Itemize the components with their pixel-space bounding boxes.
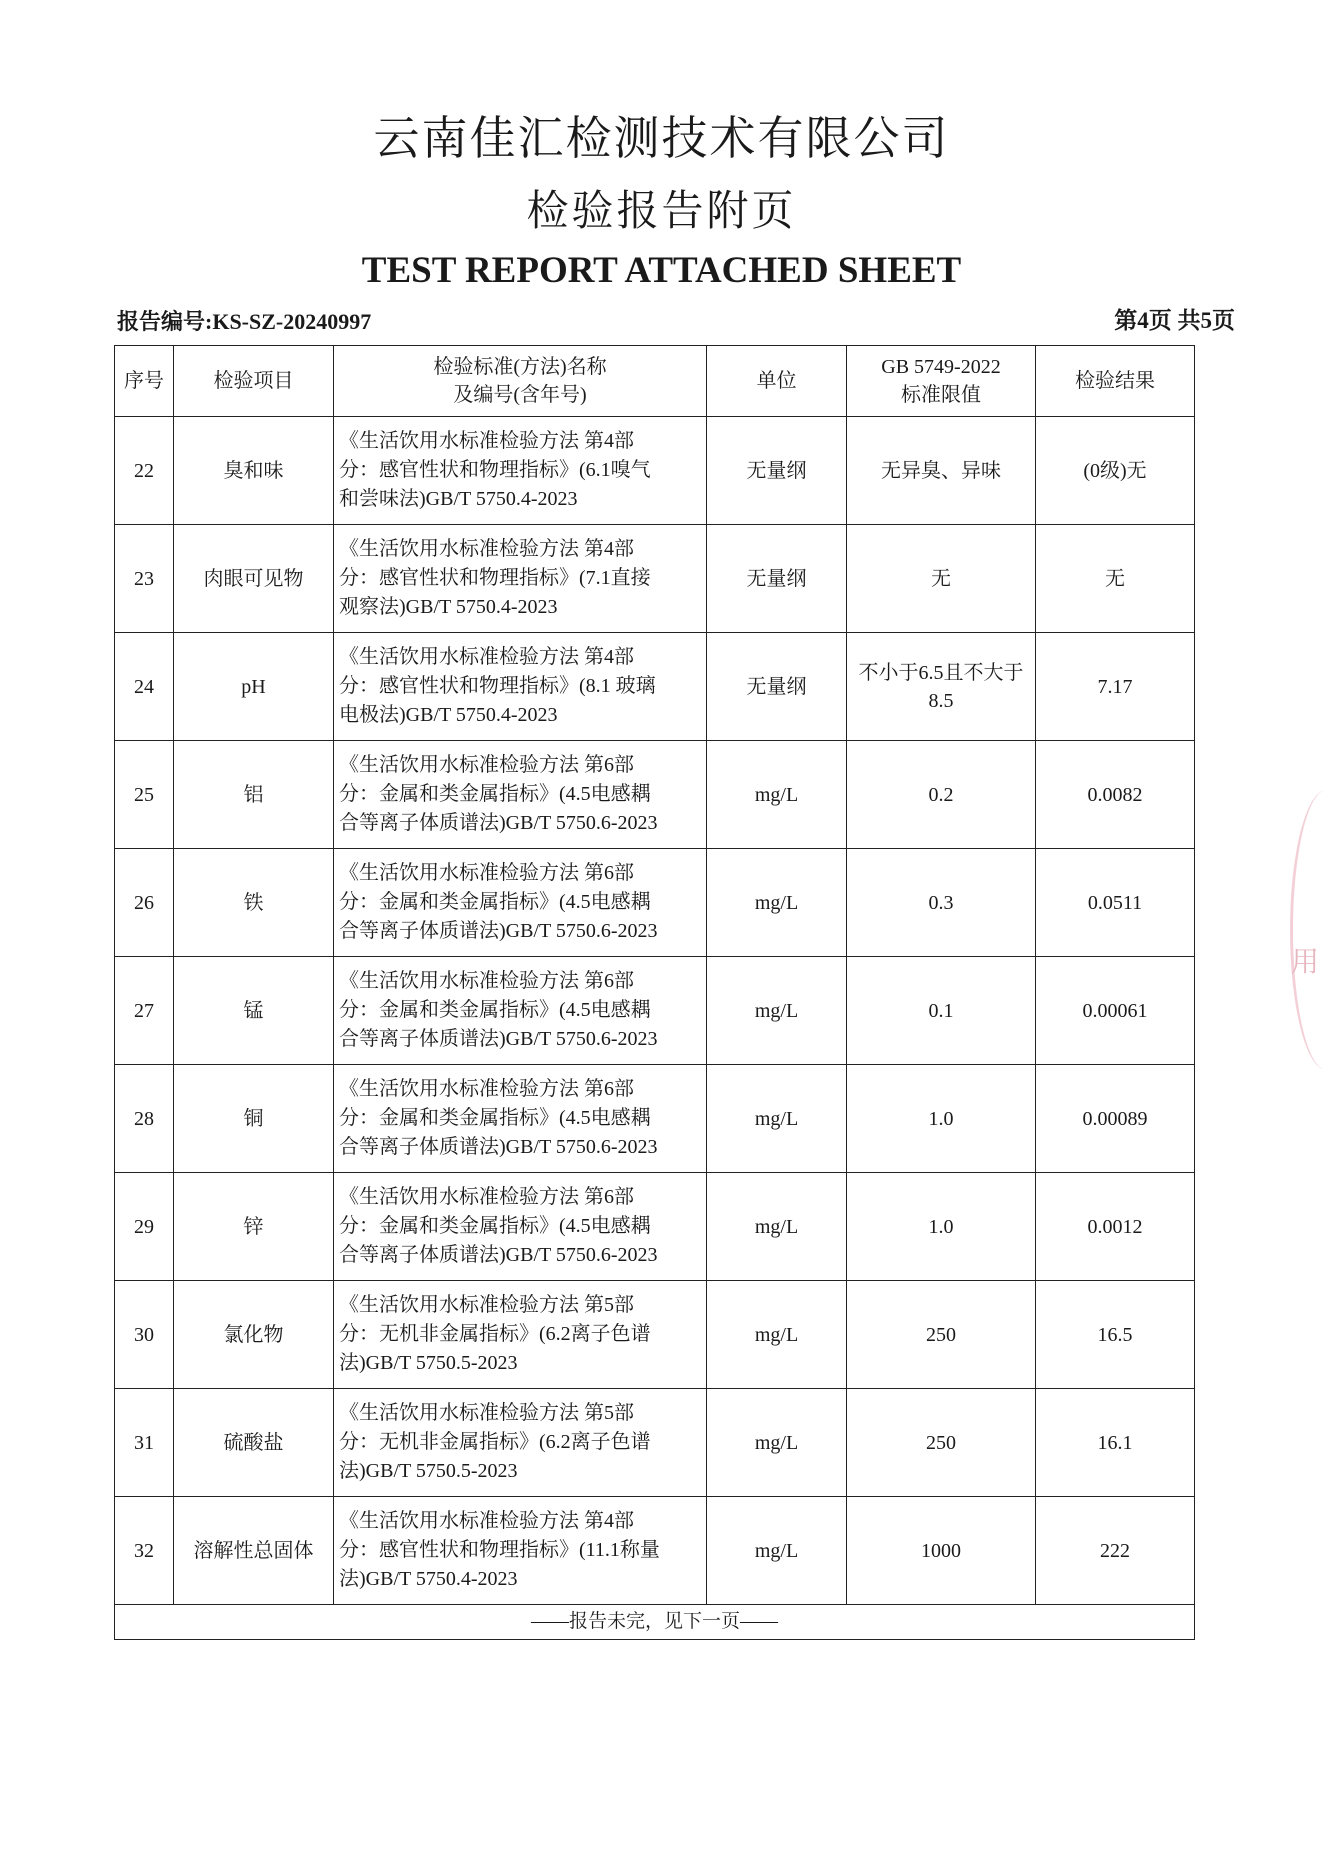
limit-line: 0.1 xyxy=(928,999,954,1022)
cell-unit: mg/L xyxy=(707,1497,847,1605)
limit-line: 1.0 xyxy=(928,1215,954,1238)
cell-limit xyxy=(847,1065,1036,1173)
cell-limit xyxy=(847,525,1036,633)
standard-line: 合等离子体质谱法)GB/T 5750.6-2023 xyxy=(339,1244,658,1266)
standard-line: 法)GB/T 5750.5-2023 xyxy=(339,1460,518,1482)
standard-line: 《生活饮用水标准检验方法 第4部 xyxy=(339,430,634,452)
cell-limit xyxy=(847,957,1036,1065)
cell-limit xyxy=(847,633,1036,741)
standard-line: 《生活饮用水标准检验方法 第5部 xyxy=(339,1402,634,1424)
cell-seq: 27 xyxy=(115,957,174,1065)
cell-standard xyxy=(334,741,707,849)
cell-unit: mg/L xyxy=(707,1173,847,1281)
cell-seq: 24 xyxy=(115,633,174,741)
standard-line: 电极法)GB/T 5750.4-2023 xyxy=(339,704,558,726)
header-result: 检验结果 xyxy=(1036,346,1195,417)
cell-result: 16.1 xyxy=(1036,1389,1195,1497)
cell-seq: 28 xyxy=(115,1065,174,1173)
cell-result: 7.17 xyxy=(1036,633,1195,741)
header-seq: 序号 xyxy=(115,346,174,417)
cell-standard xyxy=(334,1065,707,1173)
header-standard-line2: 及编号(含年号) xyxy=(453,384,587,406)
standard-line: 分：感官性状和物理指标》(8.1 玻璃 xyxy=(339,675,656,697)
limit-line: 250 xyxy=(926,1323,956,1346)
standard-line: 法)GB/T 5750.4-2023 xyxy=(339,1568,518,1590)
header-standard-line1: 检验标准(方法)名称 xyxy=(433,356,607,378)
cell-result: 0.00089 xyxy=(1036,1065,1195,1173)
cell-seq: 25 xyxy=(115,741,174,849)
cell-seq: 29 xyxy=(115,1173,174,1281)
header-limit-line1: GB 5749-2022 xyxy=(881,356,1001,378)
table-row xyxy=(115,525,1195,633)
cell-standard xyxy=(334,1497,707,1605)
cell-item: 硫酸盐 xyxy=(174,1389,334,1497)
table-row xyxy=(115,741,1195,849)
standard-line: 分：金属和类金属指标》(4.5电感耦 xyxy=(339,1215,651,1237)
table-row xyxy=(115,1281,1195,1389)
cell-standard xyxy=(334,633,707,741)
cell-unit: mg/L xyxy=(707,1389,847,1497)
table-header-row xyxy=(115,346,1195,417)
standard-line: 《生活饮用水标准检验方法 第6部 xyxy=(339,1186,634,1208)
standard-line: 分：金属和类金属指标》(4.5电感耦 xyxy=(339,999,651,1021)
cell-result: 222 xyxy=(1036,1497,1195,1605)
standard-line: 分：金属和类金属指标》(4.5电感耦 xyxy=(339,783,651,805)
cell-result: 0.0012 xyxy=(1036,1173,1195,1281)
table-footer-row xyxy=(115,1605,1195,1640)
limit-line: 0.3 xyxy=(928,891,954,914)
header-limit xyxy=(847,346,1036,417)
cell-seq: 26 xyxy=(115,849,174,957)
cell-limit xyxy=(847,417,1036,525)
table-row xyxy=(115,1497,1195,1605)
limit-line: 250 xyxy=(926,1431,956,1454)
cell-item: 臭和味 xyxy=(174,417,334,525)
header-unit: 单位 xyxy=(707,346,847,417)
standard-line: 合等离子体质谱法)GB/T 5750.6-2023 xyxy=(339,1136,658,1158)
cell-item: 锰 xyxy=(174,957,334,1065)
cell-unit: 无量纲 xyxy=(707,633,847,741)
seal-stamp-text: 用 xyxy=(1290,945,1319,978)
limit-line: 不小于6.5且不大于 xyxy=(858,661,1024,684)
cell-standard xyxy=(334,957,707,1065)
standard-line: 合等离子体质谱法)GB/T 5750.6-2023 xyxy=(339,812,658,834)
standard-line: 分：感官性状和物理指标》(7.1直接 xyxy=(339,567,651,589)
report-subtitle: 检验报告附页 xyxy=(526,186,797,235)
cell-result: 0.0082 xyxy=(1036,741,1195,849)
standard-line: 合等离子体质谱法)GB/T 5750.6-2023 xyxy=(339,1028,658,1050)
cell-item: 铝 xyxy=(174,741,334,849)
cell-standard xyxy=(334,849,707,957)
standard-line: 分：感官性状和物理指标》(11.1称量 xyxy=(339,1539,660,1561)
cell-limit xyxy=(847,1497,1036,1605)
cell-unit: mg/L xyxy=(707,1281,847,1389)
cell-limit xyxy=(847,1173,1036,1281)
cell-standard xyxy=(334,1173,707,1281)
table-row xyxy=(115,957,1195,1065)
standard-line: 和尝味法)GB/T 5750.4-2023 xyxy=(339,488,578,510)
cell-unit: 无量纲 xyxy=(707,525,847,633)
standard-line: 《生活饮用水标准检验方法 第6部 xyxy=(339,862,634,884)
report-continued-note: ——报告未完，见下一页—— xyxy=(115,1605,1195,1640)
cell-standard xyxy=(334,525,707,633)
cell-standard xyxy=(334,417,707,525)
cell-item: 锌 xyxy=(174,1173,334,1281)
table-row xyxy=(115,417,1195,525)
cell-result: 0.00061 xyxy=(1036,957,1195,1065)
standard-line: 《生活饮用水标准检验方法 第6部 xyxy=(339,970,634,992)
cell-item: 铁 xyxy=(174,849,334,957)
header-standard xyxy=(334,346,707,417)
standard-line: 《生活饮用水标准检验方法 第6部 xyxy=(339,1078,634,1100)
standard-line: 分：金属和类金属指标》(4.5电感耦 xyxy=(339,1107,651,1129)
cell-limit xyxy=(847,741,1036,849)
cell-unit: mg/L xyxy=(707,741,847,849)
standard-line: 观察法)GB/T 5750.4-2023 xyxy=(339,596,558,618)
cell-standard xyxy=(334,1281,707,1389)
report-number: 报告编号:KS-SZ-20240997 xyxy=(117,309,372,334)
cell-seq: 30 xyxy=(115,1281,174,1389)
cell-limit xyxy=(847,1281,1036,1389)
cell-item: 氯化物 xyxy=(174,1281,334,1389)
cell-seq: 22 xyxy=(115,417,174,525)
cell-standard xyxy=(334,1389,707,1497)
standard-line: 分：无机非金属指标》(6.2离子色谱 xyxy=(339,1431,651,1453)
cell-unit: mg/L xyxy=(707,849,847,957)
table-row xyxy=(115,849,1195,957)
standard-line: 合等离子体质谱法)GB/T 5750.6-2023 xyxy=(339,920,658,942)
report-title-en: TEST REPORT ATTACHED SHEET xyxy=(361,250,962,291)
standard-line: 《生活饮用水标准检验方法 第4部 xyxy=(339,538,634,560)
limit-line: 0.2 xyxy=(928,783,954,806)
cell-result: 0.0511 xyxy=(1036,849,1195,957)
cell-seq: 31 xyxy=(115,1389,174,1497)
cell-item: 肉眼可见物 xyxy=(174,525,334,633)
cell-item: pH xyxy=(174,633,334,741)
standard-line: 分：无机非金属指标》(6.2离子色谱 xyxy=(339,1323,651,1345)
table-row xyxy=(115,633,1195,741)
page-indicator: 第4页 共5页 xyxy=(1114,308,1235,333)
cell-item: 溶解性总固体 xyxy=(174,1497,334,1605)
standard-line: 分：感官性状和物理指标》(6.1嗅气 xyxy=(339,459,651,481)
limit-line: 8.5 xyxy=(928,689,954,712)
limit-line: 1.0 xyxy=(928,1107,954,1130)
table-row xyxy=(115,1065,1195,1173)
results-table xyxy=(114,345,1195,1640)
cell-result: 16.5 xyxy=(1036,1281,1195,1389)
cell-unit: mg/L xyxy=(707,957,847,1065)
cell-result: (0级)无 xyxy=(1036,417,1195,525)
limit-line: 1000 xyxy=(921,1539,961,1562)
standard-line: 分：金属和类金属指标》(4.5电感耦 xyxy=(339,891,651,913)
cell-unit: mg/L xyxy=(707,1065,847,1173)
header-limit-line2: 标准限值 xyxy=(901,384,981,406)
standard-line: 《生活饮用水标准检验方法 第5部 xyxy=(339,1294,634,1316)
cell-result: 无 xyxy=(1036,525,1195,633)
limit-line: 无 xyxy=(931,567,951,590)
standard-line: 《生活饮用水标准检验方法 第4部 xyxy=(339,646,634,668)
company-name: 云南佳汇检测技术有限公司 xyxy=(373,111,950,165)
cell-item: 铜 xyxy=(174,1065,334,1173)
standard-line: 《生活饮用水标准检验方法 第4部 xyxy=(339,1510,634,1532)
standard-line: 法)GB/T 5750.5-2023 xyxy=(339,1352,518,1374)
limit-line: 无异臭、异味 xyxy=(881,459,1001,482)
cell-limit xyxy=(847,849,1036,957)
cell-seq: 32 xyxy=(115,1497,174,1605)
table-row xyxy=(115,1173,1195,1281)
standard-line: 《生活饮用水标准检验方法 第6部 xyxy=(339,754,634,776)
table-row xyxy=(115,1389,1195,1497)
cell-limit xyxy=(847,1389,1036,1497)
cell-unit: 无量纲 xyxy=(707,417,847,525)
header-item: 检验项目 xyxy=(174,346,334,417)
cell-seq: 23 xyxy=(115,525,174,633)
